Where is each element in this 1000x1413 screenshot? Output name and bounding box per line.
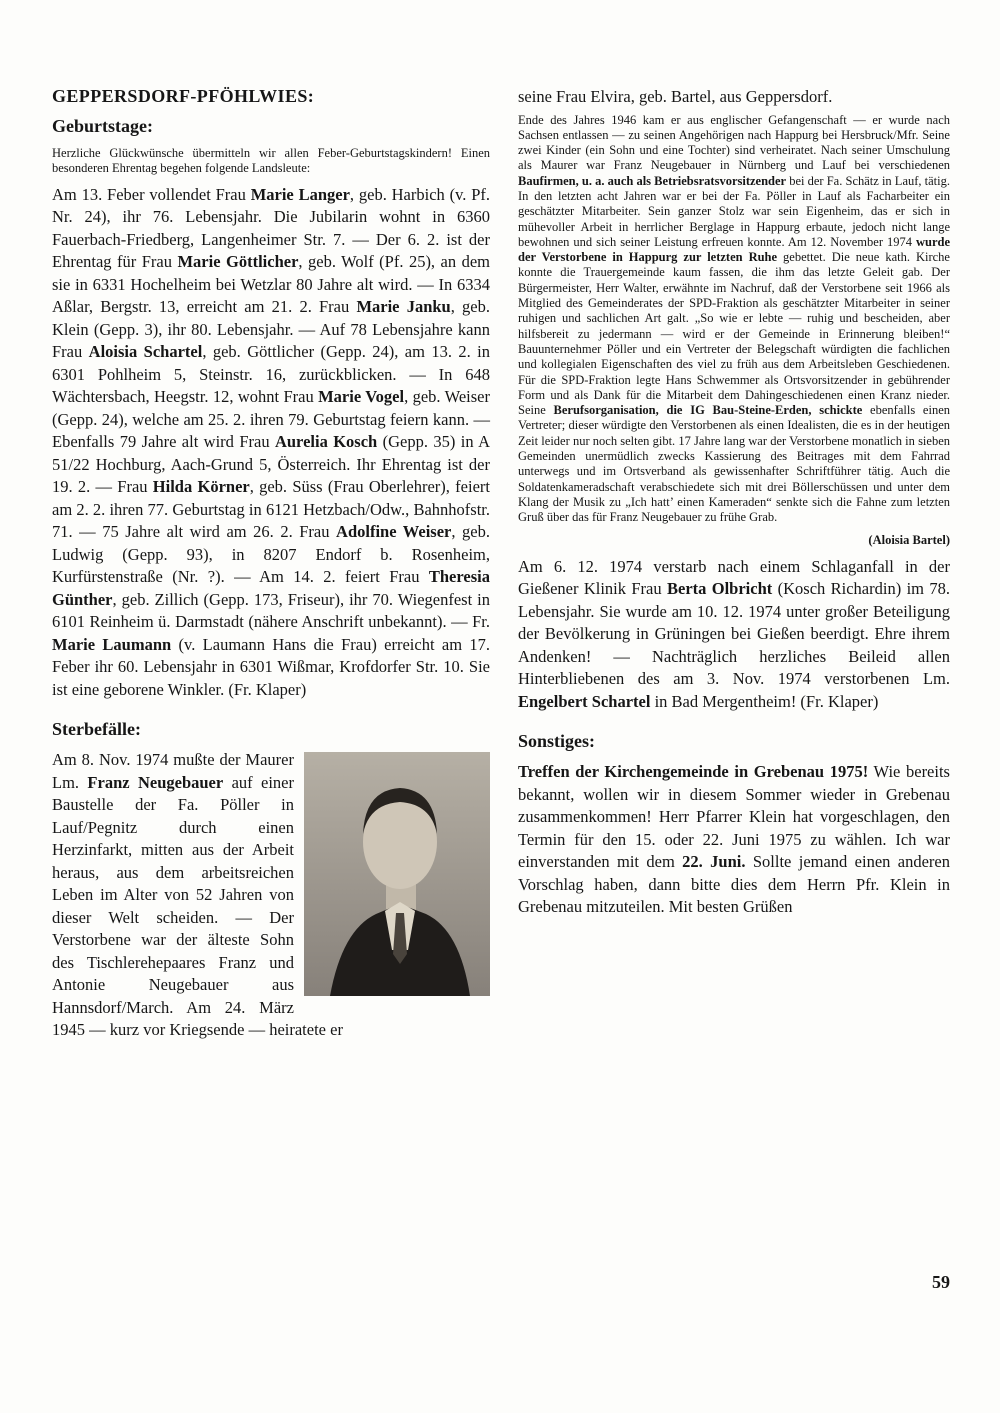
misc-heading: Sonstiges: (518, 731, 596, 752)
two-column-layout (52, 86, 950, 1042)
birthdays-body: Am 13. Feber vollendet Frau Marie Langer, geb. Harbich (v. Pf. Nr. 24), ihr 76. Lebensjahr. Die Jubilarin wohnt in 6360 Fauerbach-Friedberg, Langenheimer Str. 7. — Der 6. 2. ist der Ehrentag für Frau Marie Göttlicher, geb. Wolf (Pf. 25), an dem sie in 6331 Hochelheim bei Wetzlar 80 Jahre alt wird. — In 6334 Aßlar, Bergstr. 13, erreicht am 21. 2. Frau Marie Janku, geb. Klein (Gepp. 3), ihr 80. Lebensjahr. — Auf 78 Lebensjahre kann Frau Aloisia Schartel, geb. Göttlicher (Gepp. 24), am 13. 2. in 6301 Pohlheim 5, Steinstr. 16, zurückblicken. — In 648 Wächtersbach, Heegstr. 12, wohnt Frau Marie Vogel, geb. Weiser (Gepp. 24), welche am 25. 2. ihren 79. Geburtstag feiern kann. — Ebenfalls 79 Jahre alt wird Frau Aurelia Kosch (Gepp. 35) in A 51/22 Hochburg, Aach-Grund 5, Österreich. Ihr Ehrentag ist der 19. 2. — Frau Hilda Körner, geb. Süss (Frau Oberlehrer), feiert am 2. 2. ihren 77. Geburtstag in 6121 Hetzbach/Odw., Bahnhofstr. 71. — 75 Jahre alt wird am 26. 2. Frau Adolfine Weiser, geb. Ludwig (Gepp. 93), in 8207 Endorf b. Rosenheim, Kurfürstenstraße (Nr. ?). — Am 14. 2. feiert Frau Theresia Günther, geb. Zillich (Gepp. 173, Friseur), ihr 70. Wiegenfest in 6101 Reinheim ü. Darmstadt (nähere Anschrift unbekannt). — Fr. Marie Laumann (v. Laumann Hans die Frau) erreicht am 17. Feber ihr 60. Lebensjahr in 6301 Wißmar, Krofdorfer Str. 10. Sie ist eine geborene Winkler. (Fr. Klaper) (52, 184, 491, 699)
left-column (52, 86, 490, 1042)
deaths-text: Am 8. Nov. 1974 mußte der Maurer Lm. Franz Neugebauer auf einer Baustelle der Fa. Pöller in Lauf/Pegnitz durch einen Herzinfarkt, mitten aus der Arbeit heraus, aus dem arbeitsreichen Leben im Alter von 52 Jahren von dieser Welt scheiden. — Der Verstorbene war der älteste Sohn des Tischlerehepaares Franz und Antonie Neugebauer aus Hannsdorf/March. Am 24. März 1945 — kurz vor Kriegsende — heiratete er (52, 750, 343, 1040)
right-column (518, 86, 950, 1042)
second-obituary: Am 6. 12. 1974 verstarb nach einem Schlaganfall in der Gießener Klinik Frau Berta Olbricht (Kosch Richardin) im 78. Lebensjahr. Sie wurde am 10. 12. 1974 unter großer Beteiligung der Bevölkerung in Grüningen bei Gießen beerdigt. Ehre ihrem Andenken! — Nachträglich herzliches Beileid allen Hinterbliebenen des am 3. Nov. 1974 verstorbenen Lm. Engelbert Schartel in Bad Mergentheim! (Fr. Klaper) (518, 556, 950, 711)
birthdays-heading: Geburtstage: (52, 116, 153, 136)
deaths-continuation: seine Frau Elvira, geb. Bartel, aus Geppersdorf. (518, 87, 833, 106)
misc-body: Treffen der Kirchengemeinde in Grebenau 1975! Wie bereits bekannt, wollen wir in diesem Sommer wieder in Grebenau zusammenkommen! Herr Pfarrer Klein hat vorgeschlagen, den Termin für den 15. oder 22. Juni 1975 zu wählen. Ich war einverstanden mit dem 22. Juni. Sollte jemand einen anderen Vorschlag haben, dann bitte dies dem Herrn Pfr. Klein in Grebenau mitzuteilen. Mit besten Grüßen (518, 762, 950, 917)
portrait-photo (304, 752, 490, 996)
obituary-attribution: (Aloisia Bartel) (868, 532, 950, 547)
obituary-detail: Ende des Jahres 1946 kam er aus englischer Gefangenschaft — er wurde nach Sachsen entlassen — zu seinen Angehörigen nach Happurg bei Hersbruck/Mfr. Seine zwei Kinder (ein Sohn und eine Tochter) sind verheiratet. Nach seiner Umschulung als Maurer war Franz Neugebauer in Nürnberg und Lauf bei verschiedenen Baufirmen, u. a. auch als Betriebsratsvorsitzender bei der Fa. Schätz in Lauf, tätig. In den letzten acht Jahren war er bei der Fa. Pöller in Lauf als Facharbeiter ein geschätzter Mitarbeiter. Sein ganzer Stolz war sein Eigenheim, das er sich in mühevoller Arbeit in herrlicher Berglage in Happurg erbaute, jedoch nicht lange bewohnen und sich seiner Leistung erfreuen konnte. Am 12. November 1974 wurde der Verstorbene in Happurg zur letzten Ruhe gebettet. Die neue kath. Kirche konnte die Trauergemeinde kaum fassen, die ihm das letzte Geleit gab. Der Bürgermeister, Herr Walter, erwähnte im Nachruf, daß der Verstorbene seit 1966 als Mitglied des Gemeinderates der SPD-Fraktion als geschätzter Mitarbeiter in seiner ruhigen und sachlichen Art galt. „So wie er lebte — ruhig und bescheiden, aber hilfsbereit zu jedermann — wird er der Gemeinde in Erinnerung bleiben!“ Bauunternehmer Pöller und ein Vertreter der Belegschaft würdigten die fachlichen und kollegialen Eigenschaften des viel zu früh aus dem Arbeitsleben Geschiedenen. Für die SPD-Fraktion legte Hans Schwemmer als Ortsvorsitzender in gebührender Form und als Dank für die Mitarbeit dem Dahingeschiedenen einen Kranz nieder. Seine Berufsorganisation, die IG Bau-Steine-Erden, schickte ebenfalls einen Vertreter; dieser würdigte den Verstorbenen als einen Idealisten, die es in der heutigen Zeit leider nur noch selten gibt. 17 Jahre lang war der Verstorbene monatlich in sieben Gemeinden unermüdlich zwecks Kassierung des Beitrages mit dem Fahrrad unterwegs und im Ortsverband als gewissenhafter Schriftführer tätig. Auch die Soldatenkameradschaft verabschiedete sich mit drei Böllerschüssen und unter dem Klang der Musik zu „Ich hatt’ einen Kameraden“ senkte sich die Fahne zum letzten Gruß über das für Franz Neugebauer zu frühe Grab. (518, 112, 951, 525)
birthdays-intro: Herzliche Glückwünsche übermitteln wir allen Feber-Geburtstagskindern! Einen besonderen Ehrentag begehen folgende Landsleute: (52, 146, 490, 176)
article-title: GEPPERSDORF-PFÖHLWIES: (52, 86, 315, 106)
page-number: 59 (932, 1272, 950, 1292)
deaths-paragraph (52, 749, 490, 1042)
deaths-heading: Sterbefälle: (52, 719, 141, 740)
